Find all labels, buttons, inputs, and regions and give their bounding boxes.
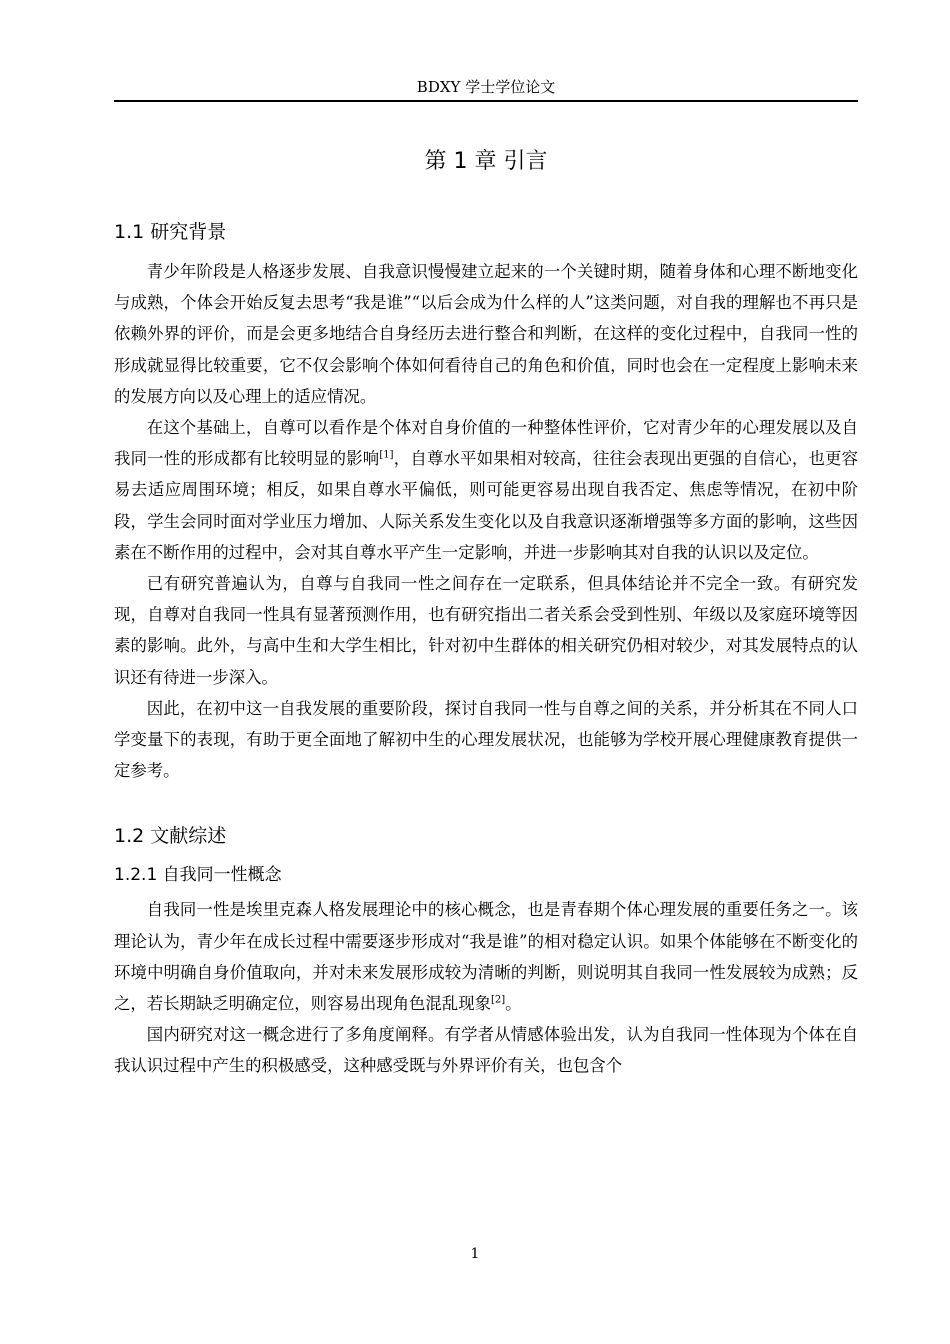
subsection-heading-ego-identity-concept: 1.2.1 自我同一性概念 (114, 865, 282, 886)
paragraph (114, 894, 858, 1019)
paragraph-text: 。 (505, 994, 522, 1014)
chapter-title: 第 1 章 引言 (424, 149, 548, 174)
running-header: BDXY 学士学位论文 (416, 78, 556, 96)
page-content (114, 140, 858, 1082)
header-rule (114, 100, 858, 102)
section-heading-research-background: 1.1 研究背景 (114, 221, 227, 243)
paragraph-text: ，自尊水平如果相对较高，往往会表现出更强的自信心，也更容易去适应周围环境；相反，如果自尊水平偏低，则可能更容易出现自我否定、焦虑等情况，在初中阶段，学生会同时面对学业压力增加、人际关系发生变化以及自我意识逐渐增强等多方面的影响，这些因素在不断作用的过程中，会对其自尊水平产生一定影响，并进一步影响其对自我的认识以及定位。 (114, 449, 859, 562)
paragraph: 因此，在初中这一自我发展的重要阶段，探讨自我同一性与自尊之间的关系，并分析其在不同人口学变量下的表现，有助于更全面地了解初中生的心理发展状况，也能够为学校开展心理健康教育提供一定参考。 (114, 698, 858, 781)
paragraph-text: 自我同一性是埃里克森人格发展理论中的核心概念，也是青春期个体心理发展的重要任务之一。该理论认为，青少年在成长过程中需要逐步形成对“我是谁”的相对稳定认识。如果个体能够在不断变化的环境中明确自身价值取向，并对未来发展形成较为清晰的判断，则说明其自我同一性发展较为成熟；反之，若长期缺乏明确定位，则容易出现角色混乱现象 (114, 900, 858, 1014)
citation-ref[interactable]: [2] (490, 994, 506, 1006)
section-heading-literature-review: 1.2 文献综述 (114, 825, 227, 848)
paragraph-text: 在这个基础上，自尊可以看作是个体对自身价值的一种整体性评价，它对青少年的心理发展以及自我同一性的形成都有比较明显的影响 (114, 418, 858, 469)
page-number: 1 (470, 1246, 480, 1262)
paragraph: 国内研究对这一概念进行了多角度阐释。有学者从情感体验出发，认为自我同一性体现为个体在自我认识过程中产生的积极感受，这种感受既与外界评价有关，也包含个 (114, 1025, 858, 1076)
paragraph (114, 412, 858, 568)
paragraph: 青少年阶段是人格逐步发展、自我意识慢慢建立起来的一个关键时期，随着身体和心理不断地变化与成熟，个体会开始反复去思考“我是谁”“以后会成为什么样的人”这类问题，对自我的理解也不再只是依赖外界的评价，而是会更多地结合自身经历去进行整合和判断，在这样的变化过程中，自我同一性的形成就显得比较重要，它不仅会影响个体如何看待自己的角色和价值，同时也会在一定程度上影响未来的发展方向以及心理上的适应情况。 (114, 262, 858, 406)
citation-ref[interactable]: [1] (379, 449, 394, 461)
paragraph: 已有研究普遍认为，自尊与自我同一性之间存在一定联系，但具体结论并不完全一致。有研究发现，自尊对自我同一性具有显著预测作用，也有研究指出二者关系会受到性别、年级以及家庭环境等因素的影响。此外，与高中生和大学生相比，针对初中生群体的相关研究仍相对较少，对其发展特点的认识还有待进一步深入。 (114, 574, 858, 687)
